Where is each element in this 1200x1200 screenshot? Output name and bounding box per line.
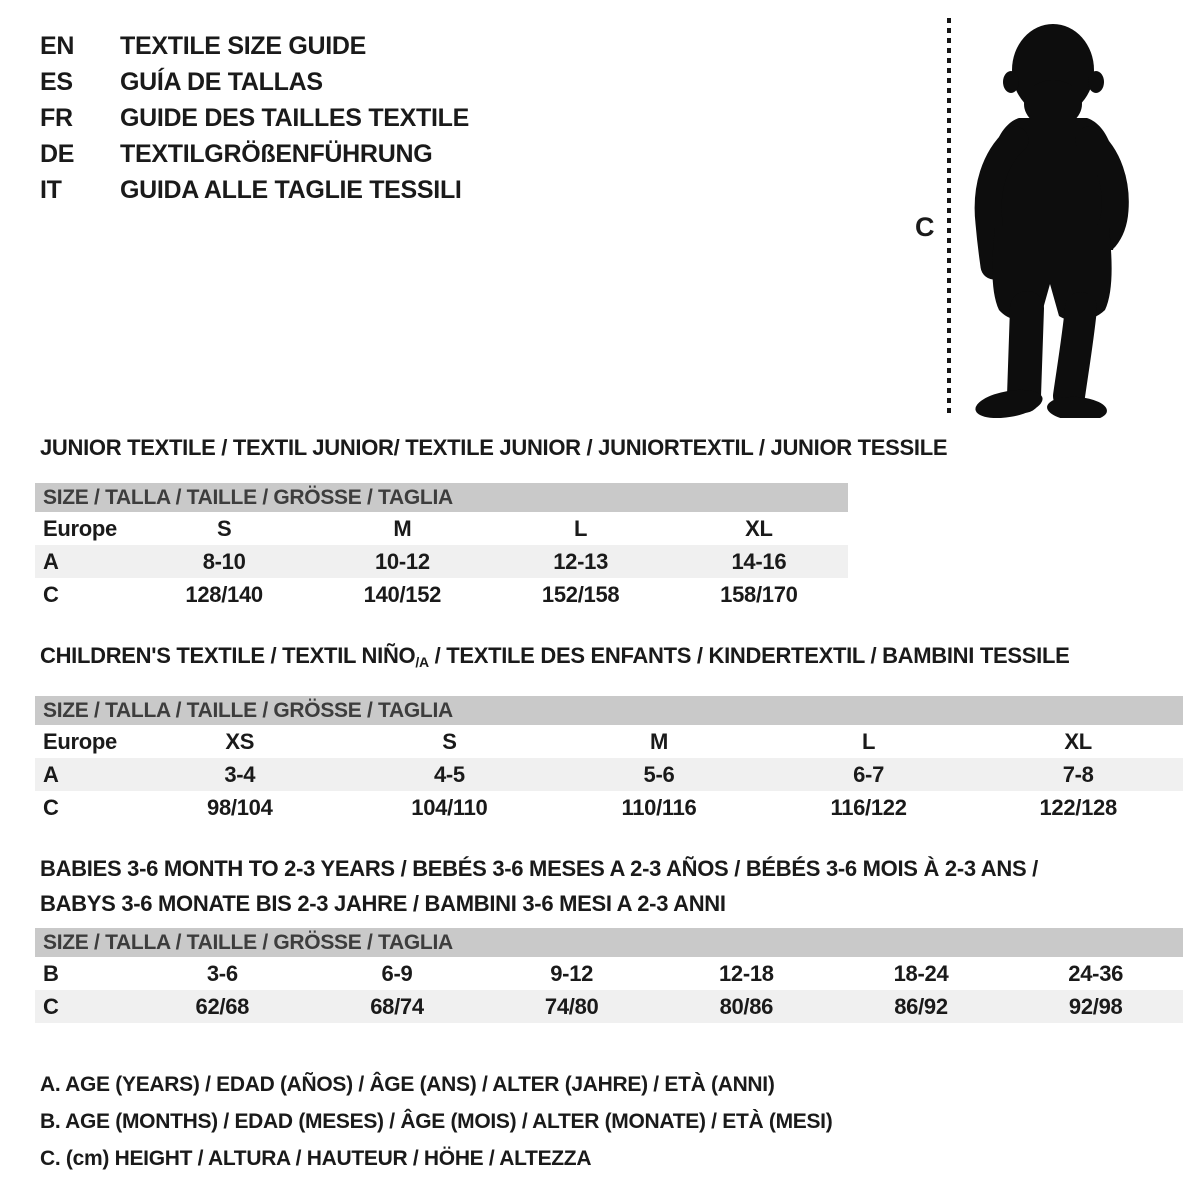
age-cell: 12-18 bbox=[718, 960, 774, 986]
height-cell: 62/68 bbox=[195, 993, 250, 1019]
age-cell: 7-8 bbox=[1062, 761, 1094, 787]
height-cell: 68/74 bbox=[370, 993, 424, 1019]
language-code: DE bbox=[40, 140, 75, 168]
babies-title-line2: BABYS 3-6 MONATE BIS 2-3 JAHRE / BAMBINI 3-6 MESI A 2-3 ANNI bbox=[40, 891, 726, 916]
age-cell: 3-4 bbox=[224, 761, 256, 787]
table-row bbox=[35, 512, 848, 545]
age-cell: 14-16 bbox=[731, 548, 787, 574]
height-measure-label: C bbox=[915, 212, 935, 242]
language-code: EN bbox=[40, 32, 75, 60]
language-row-it bbox=[40, 172, 469, 208]
age-cell: 8-10 bbox=[202, 548, 246, 574]
age-cell: 6-7 bbox=[853, 761, 885, 787]
height-cell: 74/80 bbox=[544, 993, 599, 1019]
language-code: FR bbox=[40, 104, 73, 132]
size-cell: S bbox=[442, 728, 457, 754]
size-cell: M bbox=[649, 728, 668, 754]
age-cell: 12-13 bbox=[553, 548, 609, 574]
height-cell: 104/110 bbox=[411, 794, 488, 820]
table-row bbox=[35, 758, 1183, 791]
guide-title-de: TEXTILGRÖßENFÜHRUNG bbox=[120, 140, 433, 168]
height-cell: 80/86 bbox=[719, 993, 774, 1019]
height-cell: 116/122 bbox=[830, 794, 907, 820]
language-row-de bbox=[40, 136, 469, 172]
babies-size-header-bar: SIZE / TALLA / TAILLE / GRÖSSE / TAGLIA bbox=[35, 928, 1183, 957]
babies-section-title bbox=[35, 851, 1183, 921]
table-row bbox=[35, 578, 848, 611]
section-childrens-textile bbox=[35, 643, 1183, 824]
size-cell: XL bbox=[745, 515, 773, 541]
size-cell: XS bbox=[225, 728, 255, 754]
row-label: Europe bbox=[43, 515, 117, 541]
height-cell: 140/152 bbox=[363, 581, 442, 607]
height-cell: 110/116 bbox=[621, 794, 697, 820]
row-label: C bbox=[43, 794, 59, 820]
table-row bbox=[35, 725, 1183, 758]
section-babies-textile bbox=[35, 851, 1183, 1023]
height-cell: 86/92 bbox=[894, 993, 948, 1019]
size-cell: S bbox=[216, 515, 232, 541]
measure-legend bbox=[40, 1066, 832, 1177]
language-row-es bbox=[40, 64, 469, 100]
guide-title-it: GUIDA ALLE TAGLIE TESSILI bbox=[120, 176, 462, 204]
section-junior-textile bbox=[35, 435, 948, 611]
language-row-fr bbox=[40, 100, 469, 136]
table-row bbox=[35, 957, 1183, 990]
table-row bbox=[35, 990, 1183, 1023]
language-code: IT bbox=[40, 176, 62, 204]
size-cell: L bbox=[574, 515, 588, 541]
junior-section-title: JUNIOR TEXTILE / TEXTIL JUNIOR/ TEXTILE JUNIOR / JUNIORTEXTIL / JUNIOR TESSILE bbox=[40, 435, 948, 460]
legend-age-months: B. AGE (MONTHS) / EDAD (MESES) / ÂGE (MOIS) / ALTER (MONATE) / ETÀ (MESI) bbox=[40, 1110, 833, 1133]
height-cell: 128/140 bbox=[185, 581, 263, 607]
row-label: C bbox=[43, 993, 59, 1019]
height-dashed-line bbox=[947, 18, 951, 416]
row-label: B bbox=[43, 960, 59, 986]
size-cell: M bbox=[393, 515, 412, 541]
height-cell: 98/104 bbox=[207, 794, 273, 820]
children-title-post: / TEXTILE DES ENFANTS / KINDERTEXTIL / BAMBINI TESSILE bbox=[428, 643, 1070, 668]
age-cell: 18-24 bbox=[893, 960, 949, 986]
language-list bbox=[40, 28, 469, 208]
row-label: A bbox=[43, 761, 59, 787]
row-label: Europe bbox=[43, 728, 117, 754]
row-label: C bbox=[43, 581, 59, 607]
age-cell: 5-6 bbox=[643, 761, 675, 787]
language-row-en bbox=[40, 28, 469, 64]
height-cell: 92/98 bbox=[1068, 993, 1123, 1019]
junior-size-header-bar: SIZE / TALLA / TAILLE / GRÖSSE / TAGLIA bbox=[35, 483, 848, 512]
size-cell: L bbox=[862, 728, 876, 754]
children-title-subscript: /A bbox=[415, 654, 429, 670]
height-cell: 122/128 bbox=[1039, 794, 1117, 820]
children-title-pre: CHILDREN'S TEXTILE / TEXTIL NIÑO bbox=[40, 643, 416, 668]
children-size-header-bar: SIZE / TALLA / TAILLE / GRÖSSE / TAGLIA bbox=[35, 696, 1183, 725]
table-row bbox=[35, 791, 1183, 824]
language-code: ES bbox=[40, 68, 73, 96]
children-section-title bbox=[40, 643, 1183, 675]
table-row bbox=[35, 545, 848, 578]
age-cell: 24-36 bbox=[1068, 960, 1124, 986]
babies-title-line1: BABIES 3-6 MONTH TO 2-3 YEARS / BEBÉS 3-6 MESES A 2-3 AÑOS / BÉBÉS 3-6 MOIS À 2-3 ANS / bbox=[40, 856, 1038, 881]
legend-age-years: A. AGE (YEARS) / EDAD (AÑOS) / ÂGE (ANS) / ALTER (JAHRE) / ETÀ (ANNI) bbox=[40, 1073, 775, 1096]
age-cell: 3-6 bbox=[206, 960, 238, 986]
height-measure-figure bbox=[903, 12, 1143, 420]
row-label: A bbox=[43, 548, 59, 574]
size-cell: XL bbox=[1064, 728, 1092, 754]
toddler-silhouette-icon bbox=[965, 18, 1137, 418]
legend-height-cm: C. (cm) HEIGHT / ALTURA / HAUTEUR / HÖHE / ALTEZZA bbox=[40, 1147, 592, 1170]
age-cell: 9-12 bbox=[550, 960, 594, 986]
age-cell: 10-12 bbox=[374, 548, 430, 574]
age-cell: 4-5 bbox=[433, 761, 465, 787]
age-cell: 6-9 bbox=[381, 960, 413, 986]
height-cell: 158/170 bbox=[720, 581, 798, 607]
guide-title-en: TEXTILE SIZE GUIDE bbox=[120, 32, 367, 60]
guide-title-es: GUÍA DE TALLAS bbox=[120, 68, 323, 96]
height-cell: 152/158 bbox=[541, 581, 620, 607]
guide-title-fr: GUIDE DES TAILLES TEXTILE bbox=[120, 104, 470, 132]
